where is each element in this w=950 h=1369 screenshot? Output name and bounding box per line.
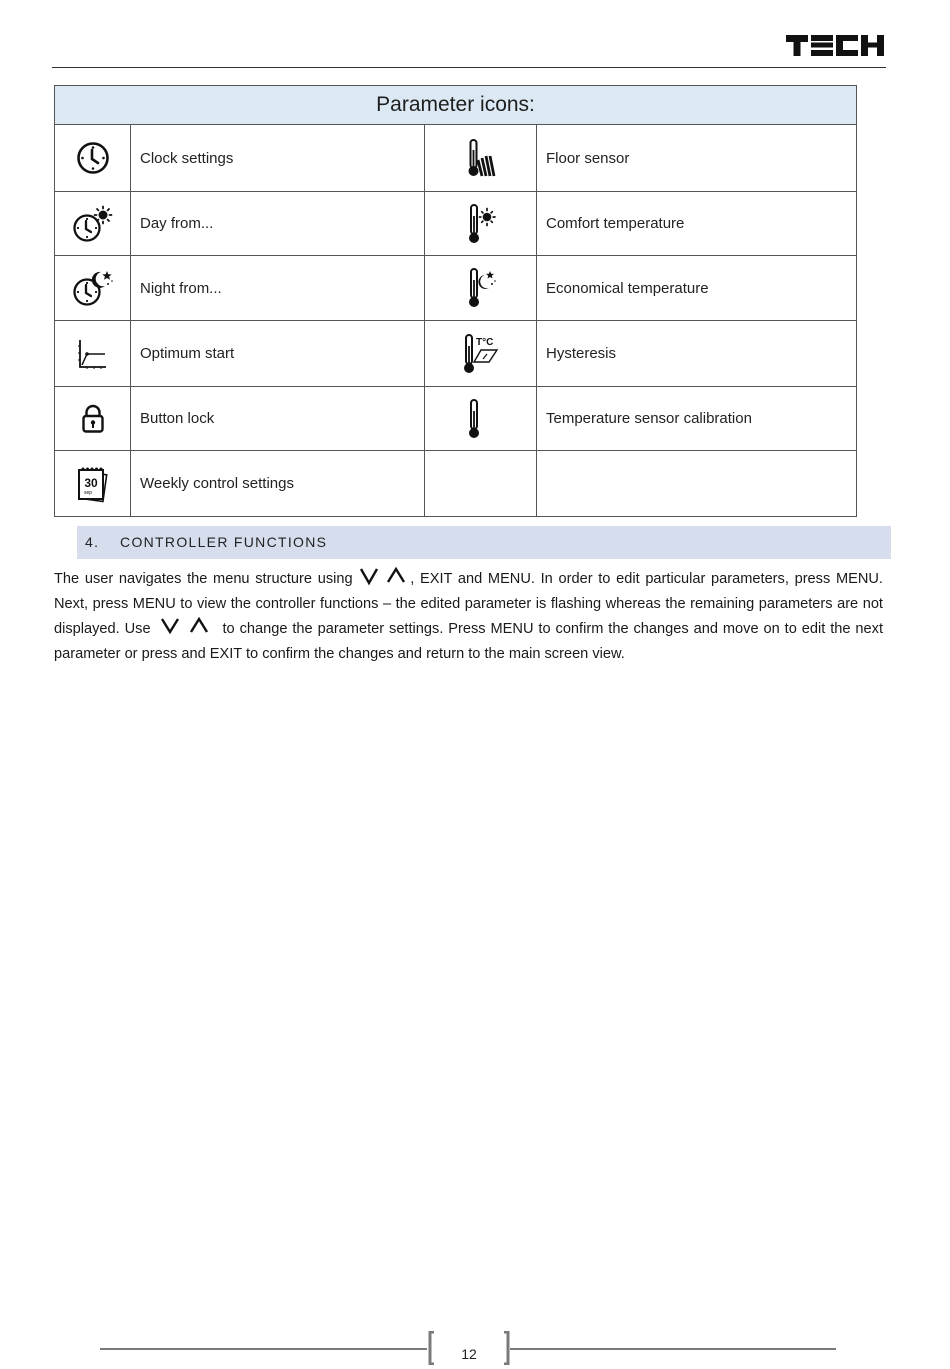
table-row [55,125,857,192]
section-title: CONTROLLER FUNCTIONS [120,534,328,550]
footer-bracket-right [503,1331,511,1365]
param-label: Day from... [131,192,425,256]
header-rule [52,67,886,68]
body-text-1: The user navigates the menu structure using [54,571,353,587]
footer-bracket-left [427,1331,435,1365]
table-row [55,256,857,321]
tech-logo [786,32,884,58]
footer-rule-left [100,1348,427,1350]
param-label: Weekly control settings [131,451,425,517]
hysteresis-icon-text: T°C [475,336,493,348]
padlock-icon [81,404,105,434]
param-label: Clock settings [131,125,425,192]
calendar-icon-text: 30 [83,475,98,490]
down-up-arrows-icon [358,566,410,586]
param-label: Economical temperature [537,256,857,321]
body-paragraph [54,566,883,666]
param-label [537,451,857,517]
page-number: 12 [461,1346,477,1362]
clock-moon-icon [72,269,114,307]
param-label: Comfort temperature [537,192,857,256]
empty-cell [425,451,537,517]
parameter-icons-table [54,85,857,517]
thermometer-sun-icon [464,203,498,245]
thermometer-icon [464,398,498,440]
param-label: Hysteresis [537,321,857,387]
weekly-calendar-icon [76,465,110,503]
body-text-2: , EXIT and MENU. In order to edit particular parameters, press MENU. Next, press MENU to view the controller functions – the edited parameter is flashing whereas the remaining parameters are not displayed. Use [54,571,883,637]
section-number: 4. [85,534,100,550]
calendar-icon-subtext: sep [83,489,92,496]
param-label: Optimum start [131,321,425,387]
clock-sun-icon [72,205,114,243]
thermometer-hysteresis-icon [461,333,501,375]
floor-sensor-icon [464,138,498,178]
table-row [55,451,857,517]
param-label: Night from... [131,256,425,321]
clock-icon [76,141,110,175]
param-label: Temperature sensor calibration [537,387,857,451]
thermometer-moon-icon [464,267,498,309]
footer-rule-right [510,1348,836,1350]
param-label: Floor sensor [537,125,857,192]
table-row [55,387,857,451]
table-row [55,192,857,256]
table-title: Parameter icons: [55,86,857,125]
down-up-arrows-icon-2 [156,616,218,636]
table-row [55,321,857,387]
param-label: Button lock [131,387,425,451]
section-heading [77,526,891,559]
optimum-start-graph-icon [77,337,109,371]
body-text-3: to change the parameter settings. Press MENU to confirm the changes and move on to edit the next parameter or press and EXIT to confirm the changes and return to the main screen view. [54,621,883,662]
